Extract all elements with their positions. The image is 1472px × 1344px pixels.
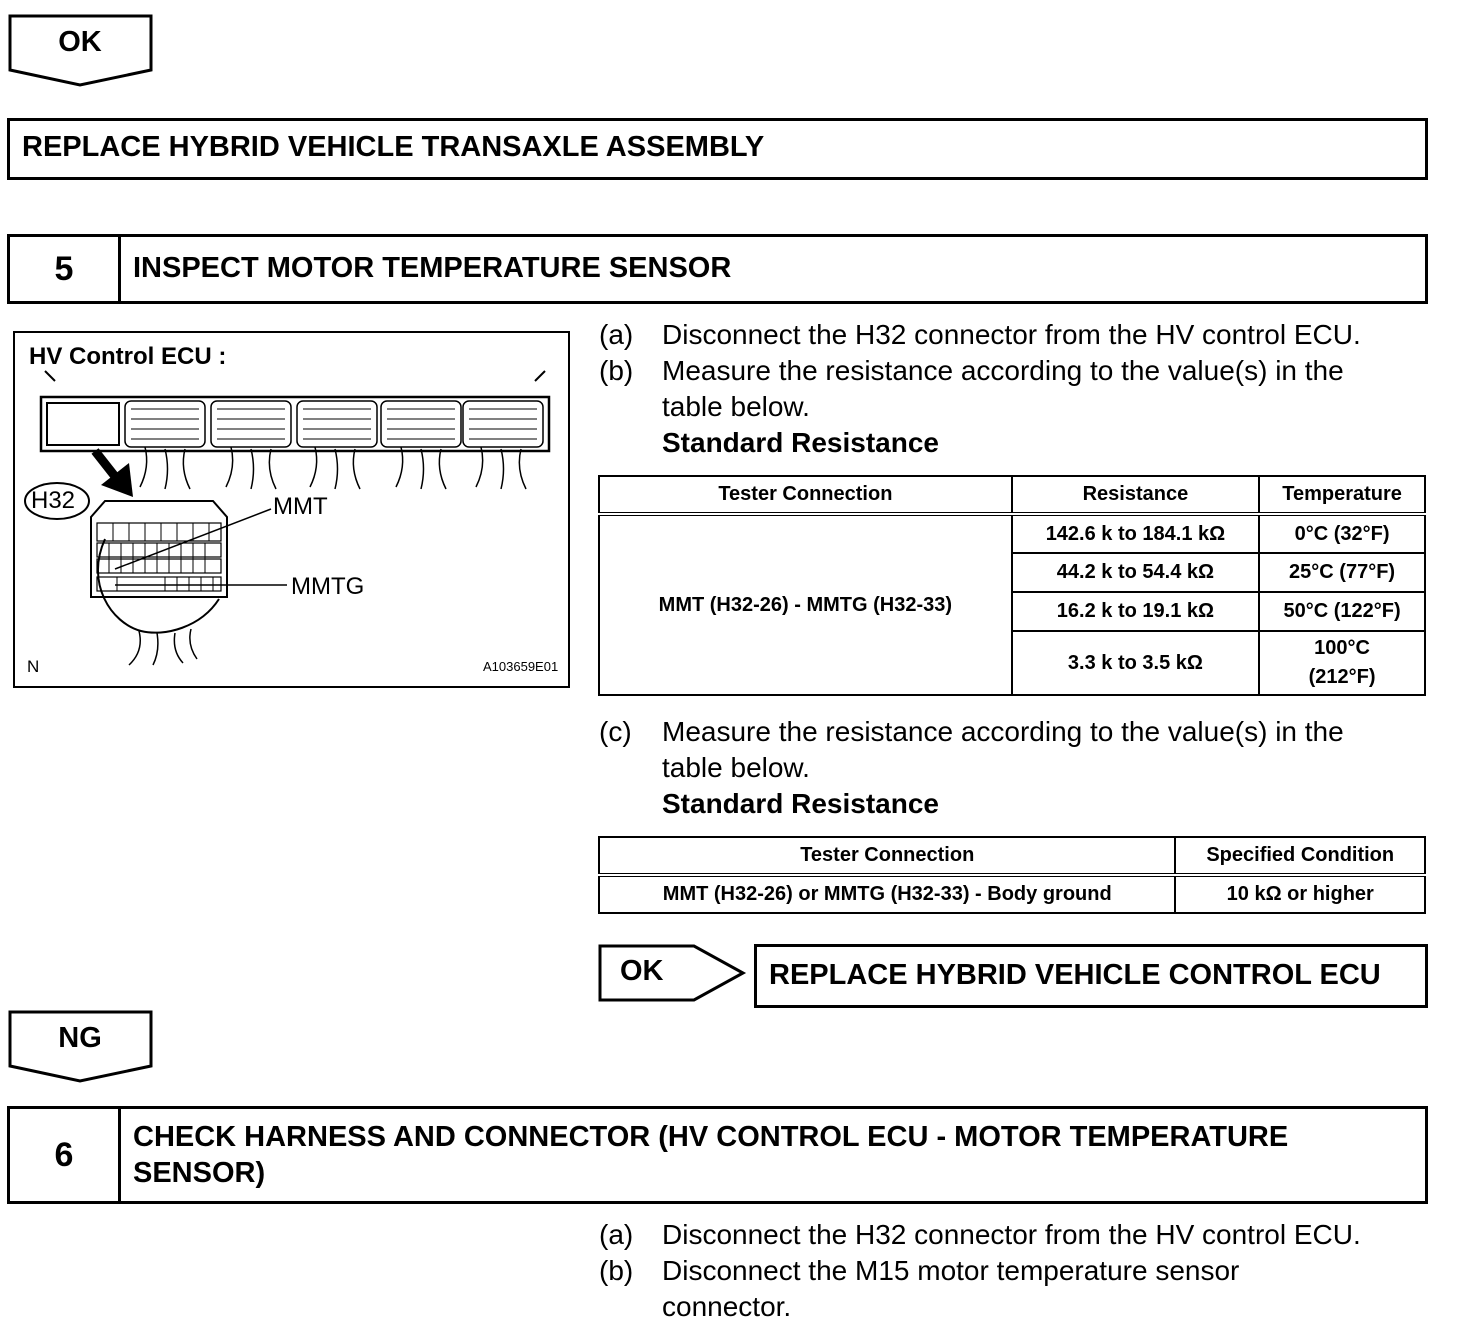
step5-instruction-b (599, 353, 1439, 425)
instruction-letter: (b) (599, 355, 634, 386)
step-6-title-line-1: CHECK HARNESS AND CONNECTOR (HV CONTROL ECU - MOTOR TEMPERATURE (133, 1121, 1289, 1153)
temperature-cell: 0°C (32°F) (1259, 514, 1425, 553)
instruction-letter: (a) (599, 1219, 634, 1250)
specified-condition-cell: 10 kΩ or higher (1175, 875, 1425, 913)
ok-result-label: OK (620, 955, 664, 987)
temperature-cell: 50°C (122°F) (1259, 592, 1425, 631)
replace-ecu-title: REPLACE HYBRID VEHICLE CONTROL ECU (769, 959, 1381, 991)
ok-flag-label: OK (58, 26, 102, 58)
standard-resistance-label-2: Standard Resistance (662, 788, 939, 819)
resistance-cell: 16.2 k to 19.1 kΩ (1012, 592, 1259, 631)
replace-transaxle-title: REPLACE HYBRID VEHICLE TRANSAXLE ASSEMBLY (22, 131, 765, 163)
hv-control-ecu-figure (13, 331, 570, 688)
table-header: Tester Connection (599, 476, 1012, 514)
instruction-letter: (b) (599, 1255, 634, 1286)
body-ground-table (598, 836, 1426, 914)
temperature-line-1: 100°C (1314, 637, 1370, 659)
step6-instruction-a (599, 1217, 1439, 1253)
temperature-cell (1259, 631, 1425, 695)
step5-instruction-c (599, 714, 1439, 786)
callout-mmt: MMT (273, 493, 328, 520)
instruction-text: Measure the resistance according to the value(s) in the (662, 716, 1344, 747)
ok-result-arrow (598, 944, 748, 1002)
instruction-letter: (c) (599, 716, 632, 747)
table-header: Tester Connection (599, 837, 1175, 875)
step-6-title-line-2: SENSOR) (133, 1157, 266, 1189)
step-5-title: INSPECT MOTOR TEMPERATURE SENSOR (133, 252, 732, 284)
tester-connection-cell: MMT (H32-26) or MMTG (H32-33) - Body ground (599, 875, 1175, 913)
step-6-title (121, 1109, 1288, 1201)
table-row (599, 875, 1425, 913)
resistance-cell: 44.2 k to 54.4 kΩ (1012, 553, 1259, 592)
instruction-text: Disconnect the H32 connector from the HV control ECU. (662, 1219, 1361, 1250)
ng-flag-label: NG (58, 1022, 102, 1054)
step-5-number: 5 (10, 237, 121, 301)
figure-code: A103659E01 (483, 659, 559, 674)
replace-ecu-box (754, 944, 1428, 1008)
figure-title: HV Control ECU : (29, 343, 227, 370)
instruction-text: Disconnect the H32 connector from the HV control ECU. (662, 319, 1361, 350)
resistance-table (598, 475, 1426, 696)
table-row (599, 514, 1425, 553)
step-6-header (7, 1106, 1428, 1204)
ng-flag (8, 1010, 154, 1084)
instruction-text-continued: connector. (662, 1291, 792, 1322)
temperature-cell: 25°C (77°F) (1259, 553, 1425, 592)
replace-transaxle-box (7, 118, 1428, 180)
step5-instruction-a (599, 317, 1439, 353)
instruction-text-continued: table below. (662, 391, 810, 422)
step6-instruction-b (599, 1253, 1439, 1325)
instruction-text: Disconnect the M15 motor temperature sensor (662, 1255, 1240, 1286)
instruction-text: Measure the resistance according to the value(s) in the (662, 355, 1344, 386)
temperature-line-2: (212°F) (1308, 666, 1376, 688)
instruction-text-continued: table below. (662, 752, 810, 783)
instruction-letter: (a) (599, 319, 634, 350)
standard-resistance-label-1: Standard Resistance (662, 427, 939, 458)
resistance-cell: 3.3 k to 3.5 kΩ (1012, 631, 1259, 695)
connector-h32-label: H32 (31, 487, 76, 514)
step-6-number: 6 (10, 1109, 121, 1201)
table-header: Temperature (1259, 476, 1425, 514)
table-header: Specified Condition (1175, 837, 1425, 875)
table-header: Resistance (1012, 476, 1259, 514)
tester-connection-cell: MMT (H32-26) - MMTG (H32-33) (599, 514, 1012, 695)
step-5-header (7, 234, 1428, 304)
ok-flag-top (8, 14, 154, 88)
resistance-cell: 142.6 k to 184.1 kΩ (1012, 514, 1259, 553)
callout-mmtg: MMTG (291, 573, 365, 600)
figure-corner-label: N (27, 657, 40, 676)
